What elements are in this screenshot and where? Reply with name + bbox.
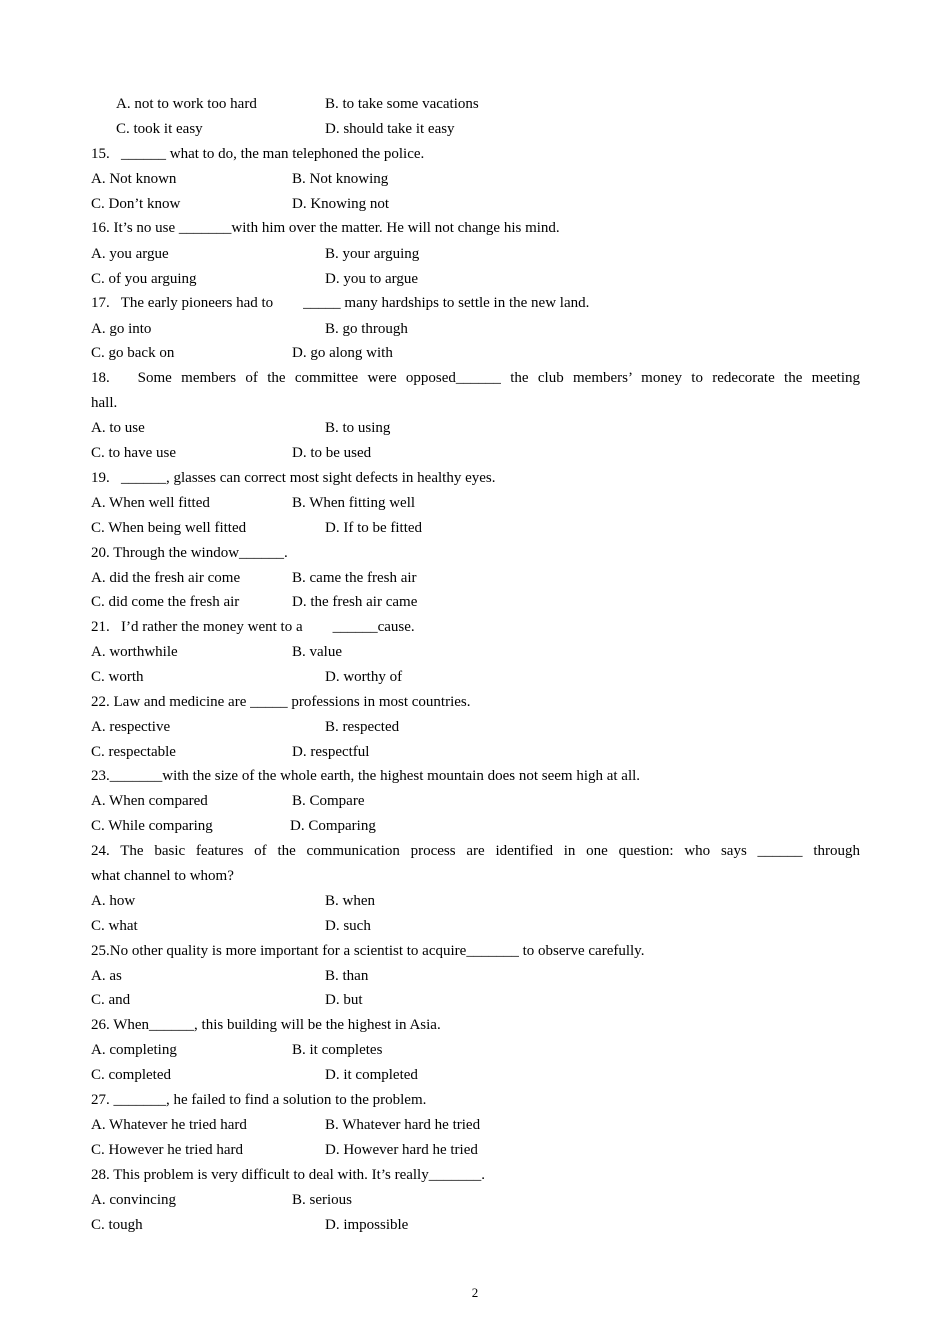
q21-option-c: C. worth	[91, 669, 144, 685]
q14-option-a: A. not to work too hard	[116, 96, 257, 112]
q24-option-d: D. such	[325, 918, 371, 934]
q24-option-a: A. how	[91, 893, 136, 909]
q24-option-c: C. what	[91, 918, 138, 934]
q21-option-a: A. worthwhile	[91, 644, 178, 660]
q28-option-b: B. serious	[292, 1192, 352, 1208]
q23-option-a: A. When compared	[91, 793, 208, 809]
q26-option-b: B. it completes	[292, 1042, 383, 1058]
q20-option-d: D. the fresh air came	[292, 594, 418, 610]
q18-option-a: A. to use	[91, 420, 145, 436]
q16-option-b: B. your arguing	[325, 246, 420, 262]
q20-option-b: B. came the fresh air	[292, 570, 417, 586]
q16-stem: 16. It’s no use _______with him over the matter. He will not change his mind.	[91, 220, 560, 236]
q28-option-d: D. impossible	[325, 1217, 409, 1233]
q19-option-c: C. When being well fitted	[91, 520, 247, 536]
q27-option-c: C. However he tried hard	[91, 1142, 244, 1158]
q28-stem: 28. This problem is very difficult to deal with. It’s really_______.	[91, 1167, 485, 1183]
q16-option-a: A. you argue	[91, 246, 169, 262]
q17-option-a: A. go into	[91, 321, 152, 337]
q20-stem: 20. Through the window______.	[91, 545, 288, 561]
q19-stem: 19. ______, glasses can correct most sight defects in healthy eyes.	[91, 470, 496, 486]
q18-option-d: D. to be used	[292, 445, 372, 461]
q23-option-d: D. Comparing	[290, 818, 376, 834]
q17-option-d: D. go along with	[292, 345, 393, 361]
q26-stem: 26. When______, this building will be the highest in Asia.	[91, 1017, 441, 1033]
q14-option-b: B. to take some vacations	[325, 96, 479, 112]
q22-stem: 22. Law and medicine are _____ professions in most countries.	[91, 694, 471, 710]
q27-option-b: B. Whatever hard he tried	[325, 1117, 481, 1133]
q18-stem-cont: hall.	[91, 395, 118, 411]
q18-stem: 18. Some members of the committee were opposed______ the club members’ money to redecorate the meeting	[91, 370, 860, 386]
q15-stem: 15. ______ what to do, the man telephoned the police.	[91, 146, 425, 162]
q19-option-a: A. When well fitted	[91, 495, 210, 511]
q26-option-c: C. completed	[91, 1067, 171, 1083]
q25-option-d: D. but	[325, 992, 363, 1008]
q21-stem: 21. I’d rather the money went to a ______cause.	[91, 619, 415, 635]
q16-option-d: D. you to argue	[325, 271, 419, 287]
q17-stem: 17. The early pioneers had to _____ many hardships to settle in the new land.	[91, 295, 590, 311]
q23-stem: 23._______with the size of the whole earth, the highest mountain does not seem high at all.	[91, 768, 641, 784]
q23-option-b: B. Compare	[292, 793, 365, 809]
q21-option-b: B. value	[292, 644, 342, 660]
q15-option-b: B. Not knowing	[292, 171, 389, 187]
q15-option-d: D. Knowing not	[292, 196, 390, 212]
q24-stem: 24. The basic features of the communication process are identified in one question: who says ______ through	[91, 843, 860, 859]
q15-option-c: C. Don’t know	[91, 196, 181, 212]
q28-option-c: C. tough	[91, 1217, 143, 1233]
q24-option-b: B. when	[325, 893, 375, 909]
q18-option-b: B. to using	[325, 420, 391, 436]
q20-option-c: C. did come the fresh air	[91, 594, 240, 610]
q19-option-d: D. If to be fitted	[325, 520, 423, 536]
q20-option-a: A. did the fresh air come	[91, 570, 241, 586]
q22-option-b: B. respected	[325, 719, 400, 735]
page-number: 2	[471, 1285, 479, 1300]
q18-option-c: C. to have use	[91, 445, 176, 461]
q21-option-d: D. worthy of	[325, 669, 403, 685]
q22-option-d: D. respectful	[292, 744, 370, 760]
q27-stem: 27. _______, he failed to find a solution to the problem.	[91, 1092, 427, 1108]
q15-option-a: A. Not known	[91, 171, 177, 187]
q24-stem-cont: what channel to whom?	[91, 868, 234, 884]
q17-option-c: C. go back on	[91, 345, 175, 361]
q23-option-c: C. While comparing	[91, 818, 213, 834]
q26-option-a: A. completing	[91, 1042, 177, 1058]
q16-option-c: C. of you arguing	[91, 271, 197, 287]
q25-option-b: B. than	[325, 968, 369, 984]
q14-option-c: C. took it easy	[116, 121, 203, 137]
q17-option-b: B. go through	[325, 321, 408, 337]
q27-option-d: D. However hard he tried	[325, 1142, 478, 1158]
q19-option-b: B. When fitting well	[292, 495, 416, 511]
q22-option-c: C. respectable	[91, 744, 176, 760]
q25-option-c: C. and	[91, 992, 131, 1008]
q22-option-a: A. respective	[91, 719, 171, 735]
q25-option-a: A. as	[91, 968, 122, 984]
q26-option-d: D. it completed	[325, 1067, 418, 1083]
q14-option-d: D. should take it easy	[325, 121, 455, 137]
q27-option-a: A. Whatever he tried hard	[91, 1117, 247, 1133]
q28-option-a: A. convincing	[91, 1192, 176, 1208]
q25-stem: 25.No other quality is more important for a scientist to acquire_______ to observe carefully.	[91, 943, 645, 959]
